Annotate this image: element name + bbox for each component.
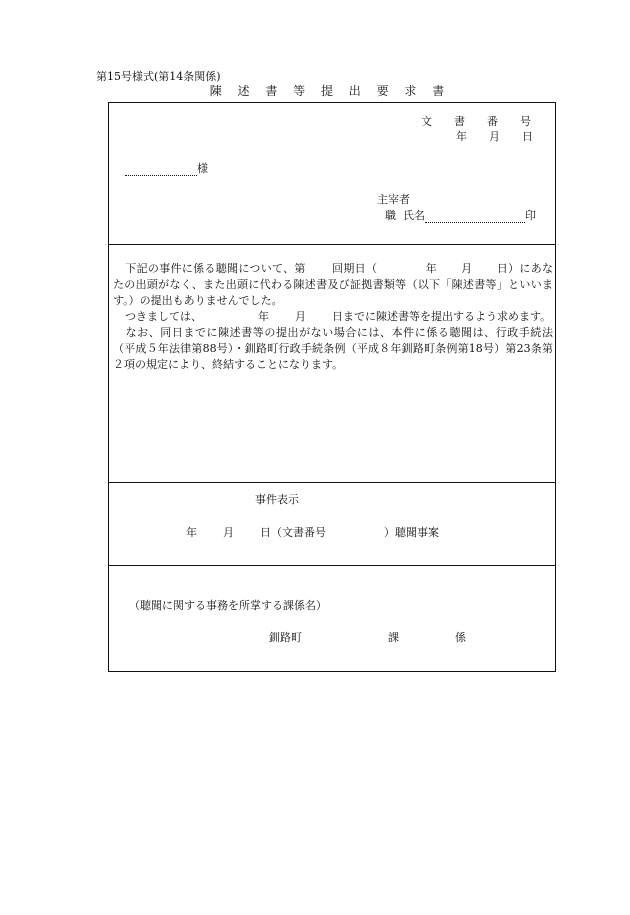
issue-date-label: 年 月 日 [456, 130, 533, 143]
host-name-line [385, 207, 536, 223]
paragraph-1 [113, 261, 553, 309]
paragraph-2 [113, 309, 553, 325]
form-frame [108, 102, 556, 672]
name-label: 氏名 [403, 209, 425, 222]
paragraph-2-text-a: つきましては、 [125, 310, 202, 323]
dept-heading: （聴聞に関する事務を所掌する課係名） [129, 599, 327, 612]
addressee-line [125, 160, 208, 176]
paragraph-1-year: 年 [425, 262, 437, 275]
document-title: 陳 述 書 等 提 出 要 求 書 [209, 84, 451, 98]
form-number-label: 第15号様式(第14条関係) [96, 70, 221, 83]
paragraph-1-text-a: 下記の事件に係る聴聞について、第 [125, 262, 306, 275]
dept-section: 課 [388, 631, 399, 644]
name-blank [425, 209, 525, 223]
paragraph-2-year: 年 [258, 310, 269, 323]
case-month: 月 [223, 526, 234, 539]
addressee-blank [125, 162, 197, 176]
dept-line [269, 629, 466, 645]
paragraph-1-text-e: 日）にあなたの出頭がなく、また出頭に代わる陳述書及び証拠書類等（以下「陳述書等」といいます。）の提出もありませんでした。 [113, 262, 554, 307]
paragraph-1-text-b: 回期日（ [331, 262, 378, 275]
host-label: 主宰者 [377, 193, 410, 206]
case-doc-number-label: 日（文書番号 [260, 526, 326, 539]
addressee-suffix: 様 [197, 162, 208, 175]
post-label: 職 [385, 209, 396, 222]
paragraph-2-text-d: 日までに陳述書等を提出するよう求めます。 [332, 310, 552, 323]
case-close-text: ）聴聞事案 [384, 526, 439, 539]
seal-label: 印 [525, 209, 536, 222]
paragraph-1-month: 月 [460, 262, 473, 275]
paragraph-2-month: 月 [295, 310, 306, 323]
document-number-label: 文 書 番 号 [421, 115, 531, 128]
dept-town: 釧路町 [269, 631, 302, 644]
divider-2 [109, 482, 555, 483]
case-heading: 事件表示 [255, 493, 299, 506]
divider-3 [109, 565, 555, 566]
request-body [113, 261, 553, 373]
paragraph-3 [113, 325, 553, 373]
case-year: 年 [186, 526, 197, 539]
paragraph-3-text: なお、同日までに陳述書等の提出がない場合には、本件に係る聴聞は、行政手続法（平成５年法律第88号）・釧路町行政手続条例（平成８年釧路町条例第18号）第23条第２項の規定により、終結することになります。 [113, 326, 553, 371]
case-line [186, 524, 439, 540]
divider-1 [109, 244, 555, 245]
dept-unit: 係 [455, 631, 466, 644]
